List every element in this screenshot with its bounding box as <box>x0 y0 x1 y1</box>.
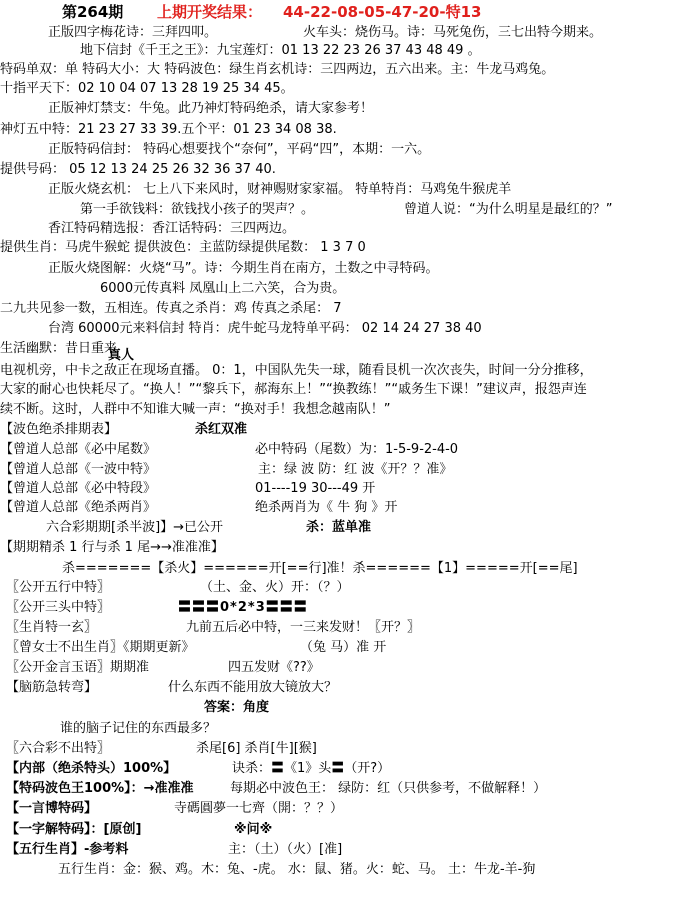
text-line: 神灯五中特：21 23 27 33 39.五个平：01 23 34 08 38. <box>0 122 337 137</box>
text-line: 电视机旁，中卡之敌正在现场直播。 0：1，中国队先失一球，随看艮机一次次丧失，时间一分分推移， <box>0 363 593 378</box>
text-line: 主：（土）（火）[准] <box>228 842 343 857</box>
text-line: 六合彩期期[杀半波]】→已公开 <box>46 520 224 535</box>
text-line: 主：绿 波 防：红 波《开？？准》 <box>258 462 453 477</box>
text-line: 杀：蓝单准 <box>306 520 372 535</box>
text-line: 〖曾女士不出生肖〗《期期更新》 <box>6 640 195 655</box>
text-line: 谁的脑子记住的东西最多？ <box>60 721 217 736</box>
text-line: 正版四字梅花诗：三拜四叩。 <box>48 25 218 40</box>
text-line: 〓〓〓0*2*3〓〓〓 <box>178 600 308 615</box>
text-line: 〖公开五行中特〗 <box>6 580 111 595</box>
text-line: 二九共见参一数，五相连。传真之杀肖：鸡 传真之杀尾： 7 <box>0 301 342 316</box>
text-line: 正版特码信封： 特码心想要找个“奈何”，平码“四”，本期：一六。 <box>48 142 431 157</box>
text-line: 九前五后必中特，一三来发财！〖开？〗 <box>186 620 421 635</box>
text-line: （土、金、火）开：（？） <box>200 580 350 595</box>
text-line: 台湾 60000元来料信封 特肖：虎牛蛇马龙特单平码： 02 14 24 27 38 40 <box>48 321 482 336</box>
last-result-numbers: 44-22-08-05-47-20-特13 <box>283 3 482 21</box>
text-line: 续不断。这时，人群中不知谁大喊一声：“换对手！我想念越南队！” <box>0 402 391 417</box>
text-line: 绝杀两肖为《 牛 狗 》开 <box>255 500 398 515</box>
text-line: 【内部（绝杀特头）100%】 <box>6 761 177 776</box>
text-line: 十指平天下：02 10 04 07 13 28 19 25 34 45。 <box>0 81 294 96</box>
last-result-label: 上期开奖结果： <box>157 3 263 21</box>
text-line: 〖生肖特一玄〗 <box>6 620 98 635</box>
text-line: 【曾道人总部《一波中特》 <box>0 462 157 477</box>
text-line: 【五行生肖】-参考料 <box>6 842 129 857</box>
text-line: 正版火烧玄机： 七上八下来风时，财神赐财家家福。 特单特肖：马鸡兔牛猴虎羊 <box>48 182 512 197</box>
text-line: 答案：角度 <box>204 700 270 715</box>
text-line: 香江特码精选报：香江话特码：三四两边。 <box>48 221 296 236</box>
text-line: 【一言博特码】 <box>6 801 98 816</box>
text-line: 什么东西不能用放大镜放大？ <box>168 680 338 695</box>
section-header: 杀红双准 <box>195 422 248 437</box>
text-line: 正版神灯禁支：牛兔。此乃神灯特码绝杀，请大家参考！ <box>48 101 374 116</box>
section-header: 【波色绝杀排期表】 <box>0 422 118 437</box>
text-line: 6000元传真料 凤凰山上二六笑，合为贵。 <box>100 281 346 296</box>
text-line: （兔 马）准 开 <box>300 640 387 655</box>
text-line: 大家的耐心也快耗尽了。“换人！”“黎兵下，郝海东上！”“换教练！”“戚务生下课！”建议声，报怨声连 <box>0 382 587 397</box>
text-line: 杀尾[6] 杀肖[牛][猴] <box>196 741 317 756</box>
text-line: 【曾道人总部《必中尾数》 <box>0 442 157 457</box>
text-line: 【特码波色王100%】：→准准准 <box>6 781 194 796</box>
text-line: ※问※ <box>234 822 273 837</box>
text-line: 〖公开三头中特〗 <box>6 600 111 615</box>
text-line: 每期必中波色王： 绿防：红（只供参考，不做解释！） <box>230 781 547 796</box>
text-line: 01----19 30---49 开 <box>255 481 376 496</box>
text-line: 第一手欲钱料：欲钱找小孩子的哭声？。 <box>80 202 315 217</box>
text-line: 【一字解特码】：[原创] <box>6 822 142 837</box>
text-line: 四五发财《??》 <box>228 660 320 675</box>
text-line: 生活幽默：昔日重来 <box>0 341 118 356</box>
text-line: 〖六合彩不出特〗 <box>6 741 111 756</box>
text-line: 特码单双：单 特码大小：大 特码波色：绿生肖玄机诗：三四两边，五六出来。主：牛龙马鸡兔。 <box>0 62 555 77</box>
text-line: 〖公开金言玉语〗期期准 <box>6 660 150 675</box>
text-line: 【曾道人总部《必中特段》 <box>0 481 157 496</box>
text-line: 必中特码（尾数）为：1-5-9-2-4-0 <box>255 442 459 457</box>
text-line: 五行生肖：金：猴、鸡。木：兔、-虎。 水：鼠、猪。火：蛇、马。 土：牛龙-羊-狗 <box>58 862 536 877</box>
text-line: 杀=======【杀火】======开[==行]准！杀======【1】=====开[==尾] <box>62 561 578 576</box>
text-line: 提供生肖：马虎牛猴蛇 提供波色：主蓝防绿提供尾数： 1 3 7 0 <box>0 240 366 255</box>
period-title: 第264期 <box>62 3 124 21</box>
text-line: 寺碼圓夢一七齊（開：？？） <box>174 801 344 816</box>
text-line: 诀杀：〓《1》头〓（开?） <box>232 761 391 776</box>
text-line: 地下信封《千王之王》：九宝莲灯：01 13 22 23 26 37 43 48 49 。 <box>80 43 481 58</box>
text-line: 正版火烧图解：火烧“马”。诗：今期生肖在南方，土数之中寻特码。 <box>48 261 439 276</box>
text-line: 曾道人说：“为什么明星是最红的？” <box>404 202 613 217</box>
overlap-label: 真人 <box>108 348 135 363</box>
text-line: 【脑筋急转弯】 <box>6 680 98 695</box>
text-line: 【曾道人总部《绝杀两肖》 <box>0 500 157 515</box>
text-line: 【期期精杀 1 行与杀 1 尾→→准准准】 <box>0 540 224 555</box>
text-line: 火车头：烧伤马。诗：马死兔伤，三七出特今期来。 <box>303 25 603 40</box>
text-line: 提供号码： 05 12 13 24 25 26 32 36 37 40. <box>0 162 276 177</box>
